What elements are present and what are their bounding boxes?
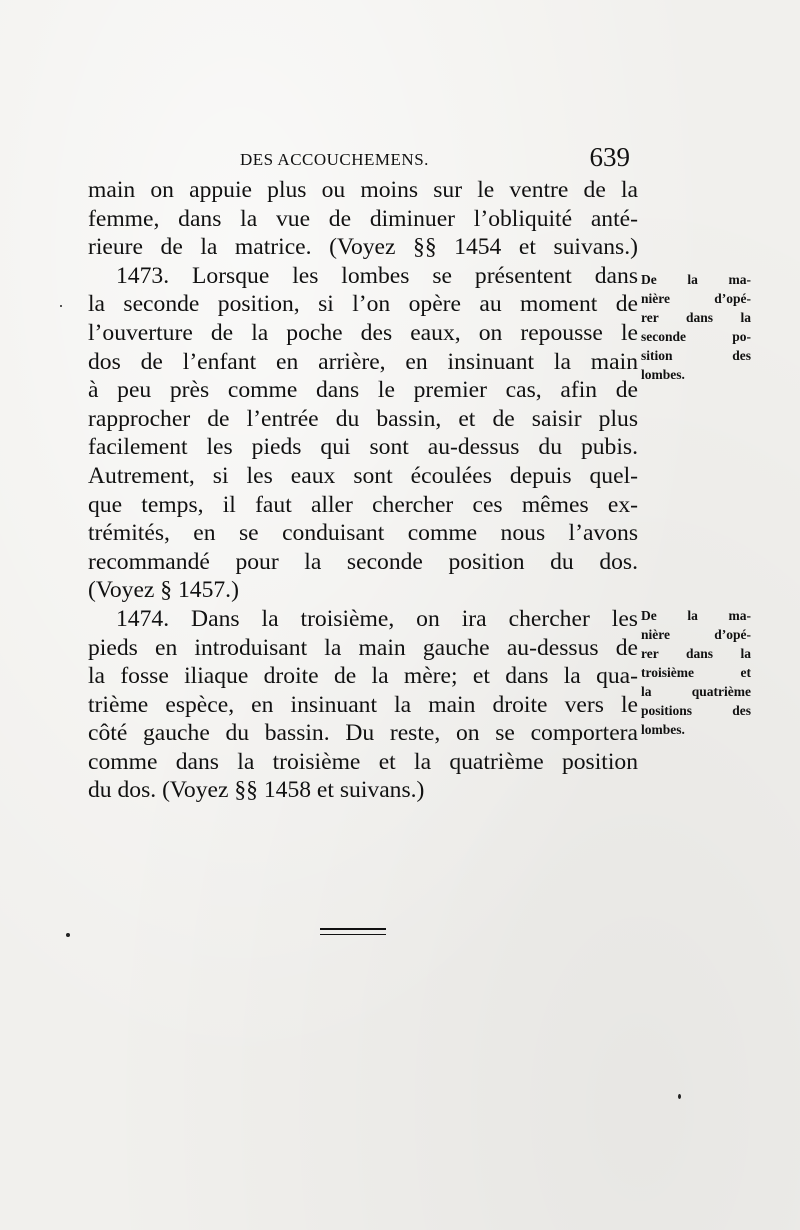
ink-speck [66, 933, 70, 937]
text-line: trémités, en se conduisant comme nous l’avons [88, 520, 638, 547]
text-line: comme dans la troisième et la quatrième position [88, 748, 638, 775]
text-line: dos de l’enfant en arrière, en insinuant la main [88, 348, 638, 375]
margin-note-line: rer dans la [641, 646, 751, 661]
text-line: que temps, il faut aller chercher ces mêmes ex- [88, 491, 638, 518]
text-line: pieds en introduisant la main gauche au-dessus de [88, 634, 638, 661]
text-line: 1474. Dans la troisième, on ira chercher les [116, 605, 638, 632]
margin-note-seconde-position [641, 270, 751, 384]
text-line: trième espèce, en insinuant la main droite vers le [88, 691, 638, 718]
margin-note-line: nière d’opé- [641, 291, 751, 306]
margin-note-line: lombes. [641, 722, 685, 737]
margin-note-line: De la ma- [641, 272, 751, 287]
text-line: la fosse iliaque droite de la mère; et dans la qua- [88, 663, 638, 690]
margin-note-troisieme-quatrieme [641, 606, 751, 739]
body-text [88, 176, 638, 805]
text-line: main on appuie plus ou moins sur le ventre de la [88, 177, 638, 203]
margin-note-line: De la ma- [641, 608, 751, 623]
text-line: du dos. (Voyez §§ 1458 et suivans.) [88, 777, 425, 804]
ink-speck [60, 305, 62, 307]
text-line: facilement les pieds qui sont au-dessus du pubis. [88, 434, 638, 461]
margin-note-line: troisième et [641, 665, 751, 680]
page-number: 639 [589, 142, 630, 172]
text-line: côté gauche du bassin. Du reste, on se comportera [88, 720, 638, 747]
text-line: à peu près comme dans le premier cas, afin de [88, 377, 638, 404]
margin-note-line: nière d’opé- [641, 627, 751, 642]
section-rule [320, 928, 386, 930]
margin-note-line: lombes. [641, 367, 685, 382]
margin-note-line: positions des [641, 703, 751, 718]
text-line: 1473. Lorsque les lombes se présentent dans [116, 262, 638, 289]
text-line: femme, dans la vue de diminuer l’obliquité anté- [88, 205, 638, 232]
text-line: recommandé pour la seconde position du dos. [88, 548, 638, 575]
margin-note-line: rer dans la [641, 310, 751, 325]
margin-note-line: sition des [641, 348, 751, 363]
text-line: l’ouverture de la poche des eaux, on repousse le [88, 319, 638, 346]
text-line: (Voyez § 1457.) [88, 577, 239, 604]
margin-note-line: la quatrième [641, 684, 751, 699]
running-head: DES ACCOUCHEMENS. [240, 150, 429, 169]
ink-speck [678, 1094, 681, 1099]
section-rule-thin [320, 934, 386, 935]
page-header [240, 142, 630, 176]
text-line: rapprocher de l’entrée du bassin, et de saisir plus [88, 405, 638, 432]
text-line: la seconde position, si l’on opère au moment de [88, 291, 638, 318]
text-line: rieure de la matrice. (Voyez §§ 1454 et suivans.) [88, 234, 638, 261]
margin-note-line: seconde po- [641, 329, 751, 344]
text-line: Autrement, si les eaux sont écoulées depuis quel- [88, 462, 638, 489]
